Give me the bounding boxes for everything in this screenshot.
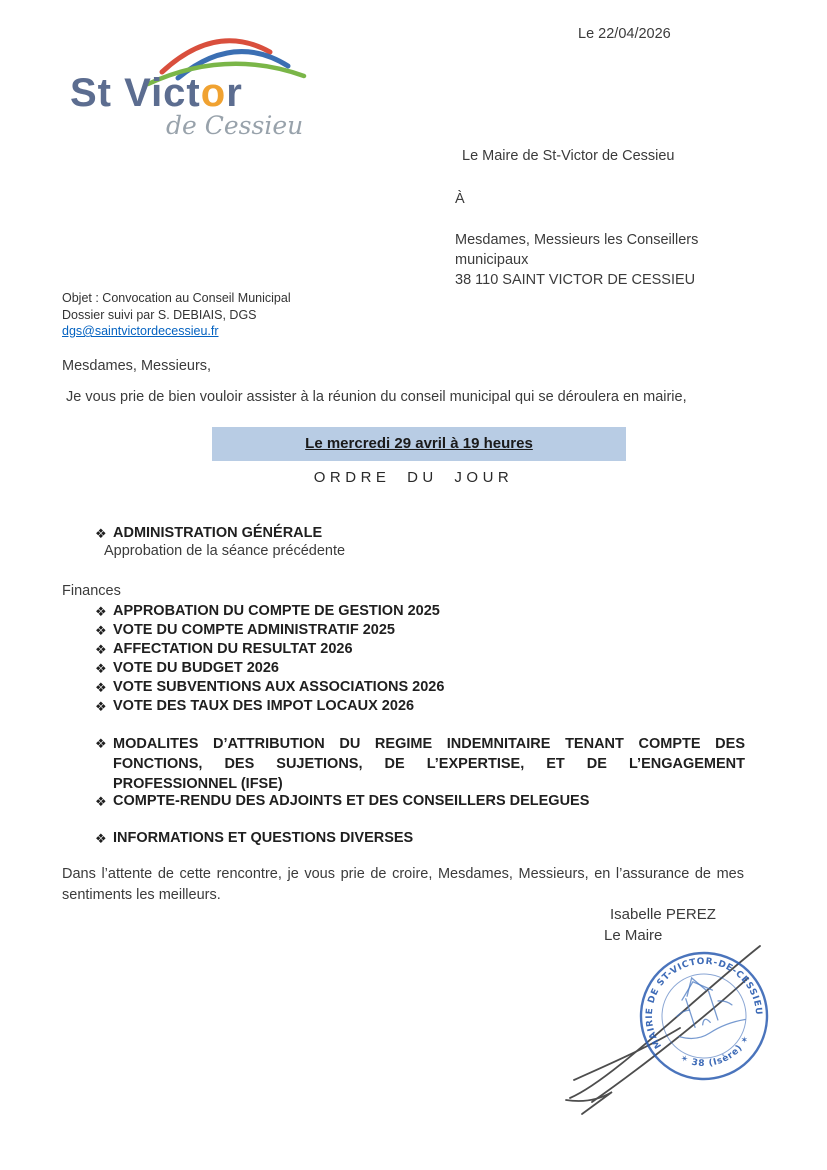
intro-paragraph: Je vous prie de bien vouloir assister à la réunion du conseil municipal qui se déroulera en mairie,: [66, 389, 687, 405]
agenda-subitem-approbation: Approbation de la séance précédente: [104, 543, 346, 559]
signer-name: Isabelle PEREZ: [610, 906, 716, 923]
agenda-item-administration: [95, 524, 322, 543]
stamp-ring-text: MAIRIE DE ST-VICTOR-DE-CESSIEU: [644, 956, 764, 1050]
agenda-item-finance: [95, 659, 279, 678]
agenda-item-finance: [95, 602, 440, 621]
agenda-item-label: VOTE SUBVENTIONS AUX ASSOCIATIONS 2026: [113, 679, 445, 695]
agenda-item-compte-rendu: [95, 792, 589, 811]
diamond-bullet-icon: ❖: [95, 699, 107, 714]
agenda-item-finance: [95, 621, 395, 640]
logo-subtitle: de Cessieu: [166, 111, 304, 140]
agenda-heading: ORDRE DU JOUR: [313, 469, 514, 486]
agenda-item-label: VOTE DU COMPTE ADMINISTRATIF 2025: [113, 622, 395, 638]
date-text: Le 22/04/2026: [578, 26, 671, 42]
closing-paragraph: Dans l’attente de cette rencontre, je vous prie de croire, Mesdames, Messieurs, en l’assurance de mes sentiments les meilleurs.: [62, 866, 744, 903]
objet-line: Objet : Convocation au Conseil Municipal: [62, 291, 291, 305]
agenda-item-finance: [95, 697, 414, 716]
agenda-item-label: INFORMATIONS ET QUESTIONS DIVERSES: [113, 830, 414, 846]
sender-line: Le Maire de St-Victor de Cessieu: [462, 148, 675, 164]
commune-logo: [64, 26, 344, 144]
diamond-bullet-icon: ❖: [95, 526, 107, 541]
diamond-bullet-icon: ❖: [95, 604, 107, 619]
agenda-item-finance: [95, 678, 444, 697]
stamp-and-signature: [552, 928, 792, 1123]
agenda-item-label: COMPTE-RENDU DES ADJOINTS ET DES CONSEILLERS DELEGUES: [113, 793, 590, 809]
agenda-item-label: APPROBATION DU COMPTE DE GESTION 2025: [113, 603, 440, 619]
logo-graphic: [64, 26, 344, 144]
agenda-item-informations: [95, 829, 413, 848]
agenda-item-modalites: [95, 734, 745, 794]
agenda-item-finance: [95, 640, 353, 659]
diamond-bullet-icon: ❖: [95, 642, 107, 657]
agenda-item-label: AFFECTATION DU RESULTAT 2026: [113, 641, 353, 657]
recipient-address: [455, 230, 698, 290]
diamond-bullet-icon: ❖: [95, 623, 107, 638]
stamp-bottom-text: ✶ 38 (Isère) ✶: [678, 1033, 753, 1070]
diamond-bullet-icon: ❖: [95, 736, 107, 751]
salutation: Mesdames, Messieurs,: [62, 358, 212, 374]
recipient-line: municipaux: [455, 252, 529, 268]
diamond-bullet-icon: ❖: [95, 831, 107, 846]
diamond-bullet-icon: ❖: [95, 794, 107, 809]
reference-block: [62, 290, 291, 340]
meeting-date-banner: [212, 427, 626, 461]
stamp-church-sketch-icon: [663, 966, 746, 1043]
agenda-item-label: ADMINISTRATION GÉNÉRALE: [113, 525, 323, 541]
agenda-item-label: MODALITES D’ATTRIBUTION DU REGIME INDEMNITAIRE TENANT COMPTE DES FONCTIONS, DES SUJETIONS, DE L’EXPERTISE, ET DE L’ENGAGEMENT PROFESSIONNEL (IFSE): [113, 736, 745, 792]
logo-wordmark: St Victor: [70, 71, 243, 115]
recipient-intro: À: [455, 191, 465, 207]
recipient-line: 38 110 SAINT VICTOR DE CESSIEU: [455, 272, 696, 288]
finances-section-label: Finances: [62, 583, 121, 599]
recipient-line: Mesdames, Messieurs les Conseillers: [455, 232, 699, 248]
meeting-date-text: Le mercredi 29 avril à 19 heures: [305, 435, 533, 452]
mairie-stamp-graphic: [552, 928, 792, 1123]
email-link[interactable]: dgs@saintvictordecessieu.fr: [62, 324, 219, 338]
dossier-line: Dossier suivi par S. DEBIAIS, DGS: [62, 307, 257, 322]
signer-title: Le Maire: [604, 927, 663, 944]
diamond-bullet-icon: ❖: [95, 661, 107, 676]
agenda-item-label: VOTE DU BUDGET 2026: [113, 660, 279, 676]
diamond-bullet-icon: ❖: [95, 680, 107, 695]
agenda-item-label: VOTE DES TAUX DES IMPOT LOCAUX 2026: [113, 698, 415, 714]
